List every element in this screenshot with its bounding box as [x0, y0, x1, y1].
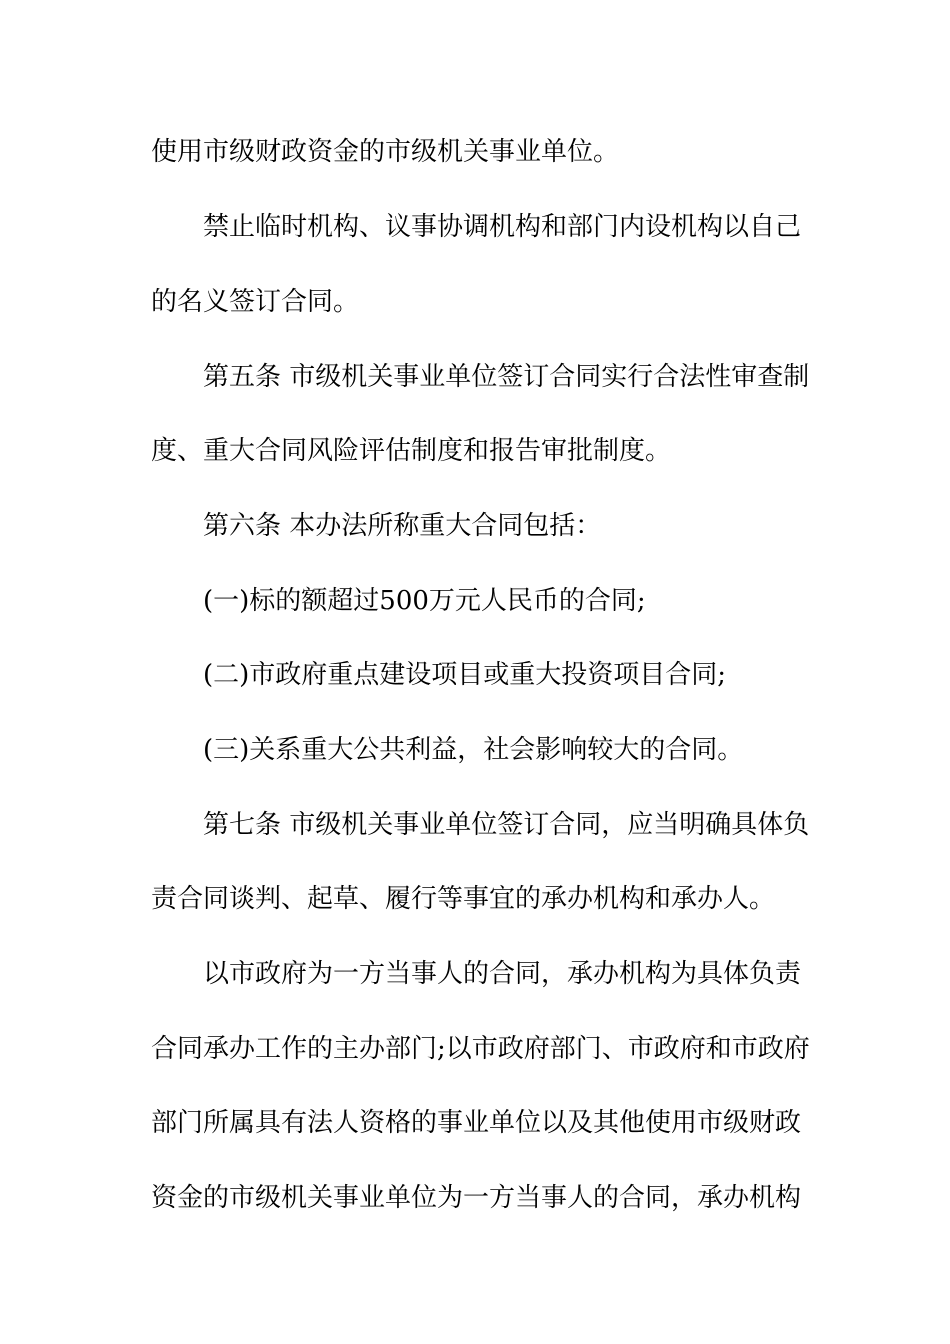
- text-line: 资金的市级机关事业单位为一方当事人的合同，承办机构: [151, 1183, 802, 1213]
- text-line: 度、重大合同风险评估制度和报告审批制度。: [151, 436, 672, 466]
- text-line: 以市政府为一方当事人的合同，承办机构为具体负责: [203, 959, 802, 989]
- text-line: (二)市政府重点建设项目或重大投资项目合同;: [203, 660, 727, 690]
- text-line: 合同承办工作的主办部门;以市政府部门、市政府和市政府: [151, 1034, 810, 1064]
- text-line: 禁止临时机构、议事协调机构和部门内设机构以自己: [203, 212, 802, 242]
- text-line: 部门所属具有法人资格的事业单位以及其他使用市级财政: [151, 1108, 802, 1138]
- text-line: (三)关系重大公共利益，社会影响较大的合同。: [203, 735, 744, 765]
- text-line: 责合同谈判、起草、履行等事宜的承办机构和承办人。: [151, 884, 776, 914]
- text-line: (一)标的额超过500万元人民币的合同;: [203, 586, 646, 616]
- text-line: 第五条 市级机关事业单位签订合同实行合法性审查制: [203, 362, 810, 392]
- text-line: 第六条 本办法所称重大合同包括：: [203, 511, 602, 541]
- text-line: 使用市级财政资金的市级机关事业单位。: [151, 137, 620, 167]
- text-line: 第七条 市级机关事业单位签订合同，应当明确具体负: [203, 810, 810, 840]
- text-line: 的名义签订合同。: [151, 287, 360, 317]
